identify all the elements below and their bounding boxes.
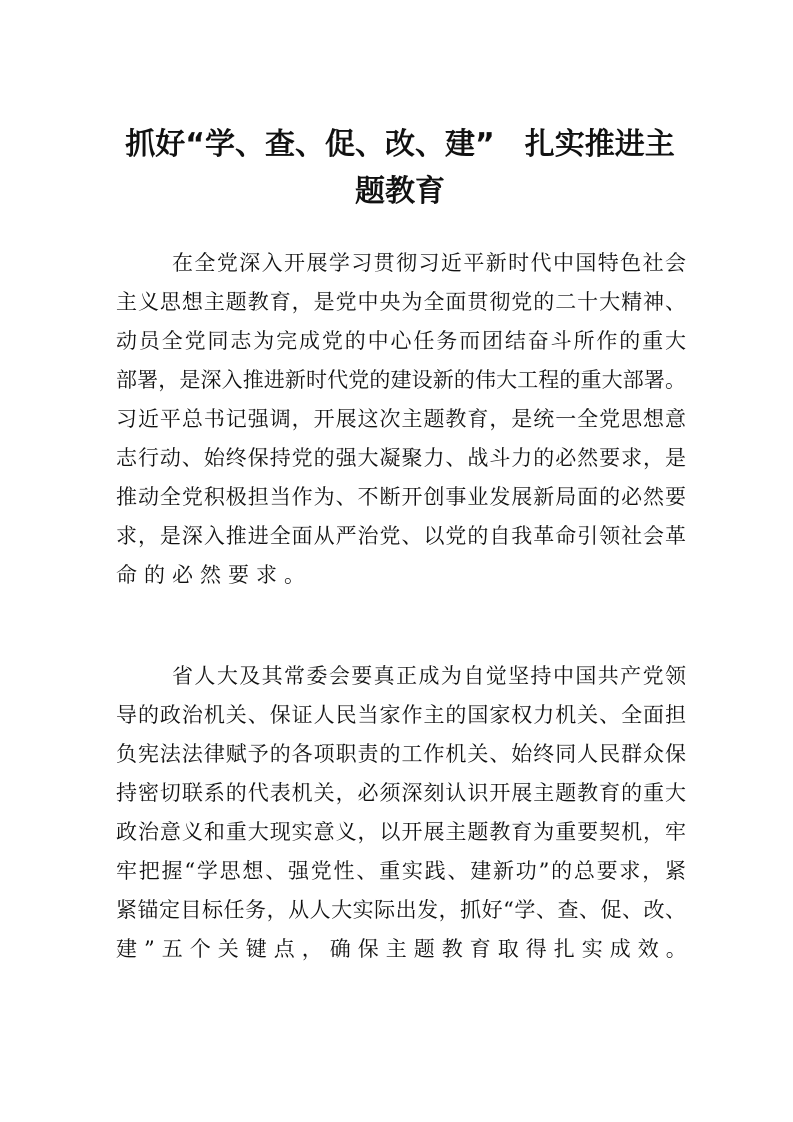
text-line: 求，是深入推进全面从严治党、以党的自我革命引领社会革 [116, 524, 686, 548]
text-line: 部署，是深入推进新时代党的建设新的伟大工程的重大部署。 [116, 368, 686, 392]
text-line: 负宪法法律赋予的各项职责的工作机关、始终同人民群众保 [116, 742, 686, 766]
text-line: 志行动、始终保持党的强大凝聚力、战斗力的必然要求，是 [116, 446, 686, 470]
text-line: 在全党深入开展学习贯彻习近平新时代中国特色社会 [172, 251, 686, 275]
text-line: 导的政治机关、保证人民当家作主的国家权力机关、全面担 [116, 703, 686, 727]
text-line: 动员全党同志为完成党的中心任务而团结奋斗所作的重大 [116, 329, 686, 353]
text-line: 建”五个关键点，确保主题教育取得扎实成效。 [116, 937, 694, 961]
text-line: 省人大及其常委会要真正成为自觉坚持中国共产党领 [172, 664, 686, 688]
document-title-line-2: 题教育 [355, 174, 445, 209]
text-line: 紧锚定目标任务，从人大实际出发，抓好“学、查、促、改、 [116, 898, 686, 922]
paragraph-1 [116, 244, 686, 595]
document-title-line-1: 抓好“学、查、促、改、建” 扎实推进主 [125, 127, 675, 162]
text-line: 持密切联系的代表机关，必须深刻认识开展主题教育的重大 [116, 781, 686, 805]
text-line: 主义思想主题教育，是党中央为全面贯彻党的二十大精神、 [116, 290, 686, 314]
text-line: 政治意义和重大现实意义，以开展主题教育为重要契机，牢 [116, 820, 686, 844]
text-line: 习近平总书记强调，开展这次主题教育，是统一全党思想意 [116, 407, 686, 431]
text-line: 牢把握“学思想、强党性、重实践、建新功”的总要求，紧 [116, 859, 686, 883]
paragraph-2 [116, 657, 694, 969]
text-line: 推动全党积极担当作为、不断开创事业发展新局面的必然要 [116, 485, 686, 509]
text-line: 命的必然要求。 [116, 563, 312, 587]
